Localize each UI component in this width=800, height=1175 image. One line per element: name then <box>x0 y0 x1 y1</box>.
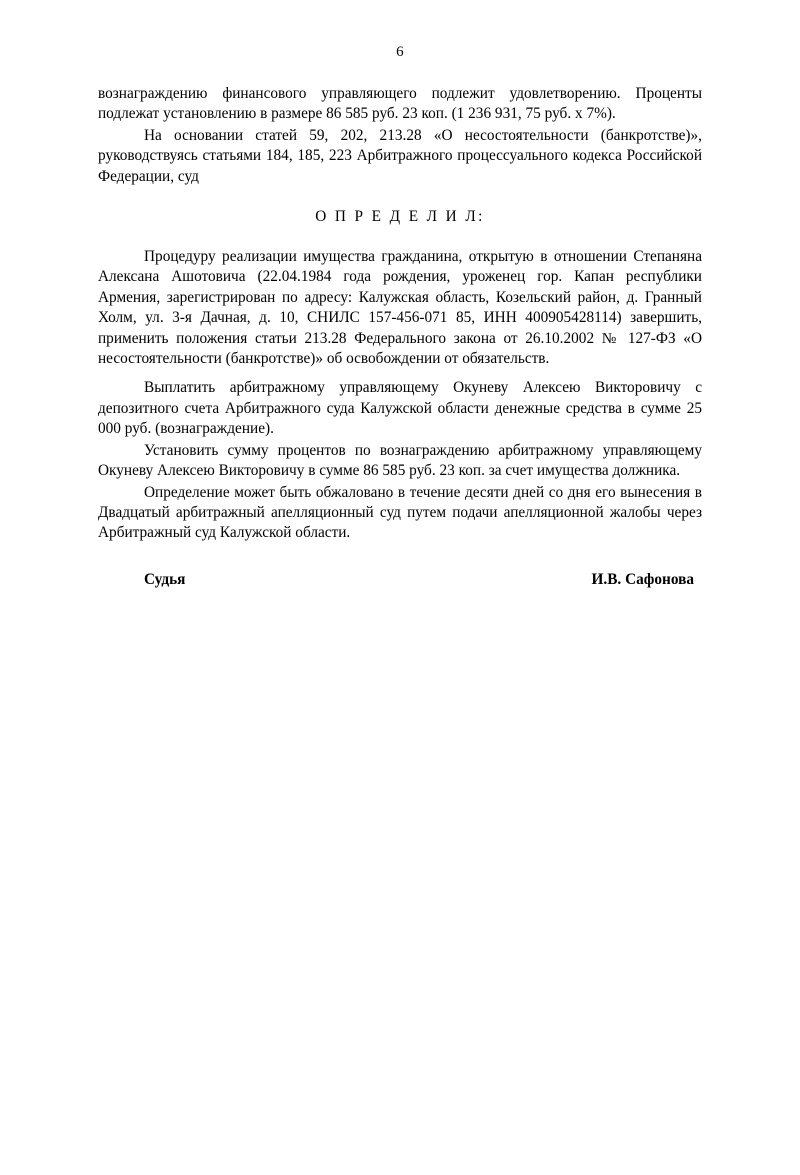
paragraph-legal-basis: На основании статей 59, 202, 213.28 «О несостоятельности (банкротстве)», руководствуясь статьями 184, 185, 223 Арбитражного процессуального кодекса Российской Федерации, суд <box>98 126 702 185</box>
signature-role: Судья <box>144 570 186 588</box>
signature-name: И.В. Сафонова <box>591 570 694 588</box>
ruling-heading <box>98 208 702 226</box>
spacer <box>98 226 702 247</box>
ruling-paragraph-2: Выплатить арбитражному управляющему Окуневу Алексею Викторовичу с депозитного счета Арбитражного суда Калужской области денежные средства в сумме 25 000 руб. (вознаграждение). <box>98 379 702 438</box>
page-number: 6 <box>396 44 404 60</box>
document-body <box>98 61 702 589</box>
ruling-heading-text: О П Р Е Д Е Л И Л: <box>315 208 485 226</box>
paragraph-continuation: вознаграждению финансового управляющего подлежит удовлетворению. Проценты подлежат установлению в размере 86 585 руб. 23 коп. (1 236 931, 75 руб. х 7%). <box>98 85 702 123</box>
document-page <box>0 44 800 1175</box>
ruling-paragraph-1: Процедуру реализации имущества гражданина, открытую в отношении Степаняна Алексана Ашотовича (22.04.1984 года рождения, уроженец гор. Капан республики Армения, зарегистрирован по адресу: Калужская область, Козельский район, д. Гранный Холм, ул. 3-я Дачная, д. 10, СНИЛС 157-456-071 85, ИНН 400905428114) завершить, применить положения статьи 213.28 Федерального закона от 26.10.2002 № 127-ФЗ «О несостоятельности (банкротстве)» об освобождении от обязательств. <box>98 248 702 368</box>
ruling-paragraph-4: Определение может быть обжаловано в течение десяти дней со дня его вынесения в Двадцатый арбитражный апелляционный суд путем подачи апелляционной жалобы через Арбитражный суд Калужской области. <box>98 483 702 542</box>
signature-block <box>98 571 702 589</box>
ruling-paragraph-3: Установить сумму процентов по вознаграждению арбитражному управляющему Окуневу Алексею Викторовичу в сумме 86 585 руб. 23 коп. за счет имущества должника. <box>98 441 702 480</box>
spacer <box>98 369 702 378</box>
